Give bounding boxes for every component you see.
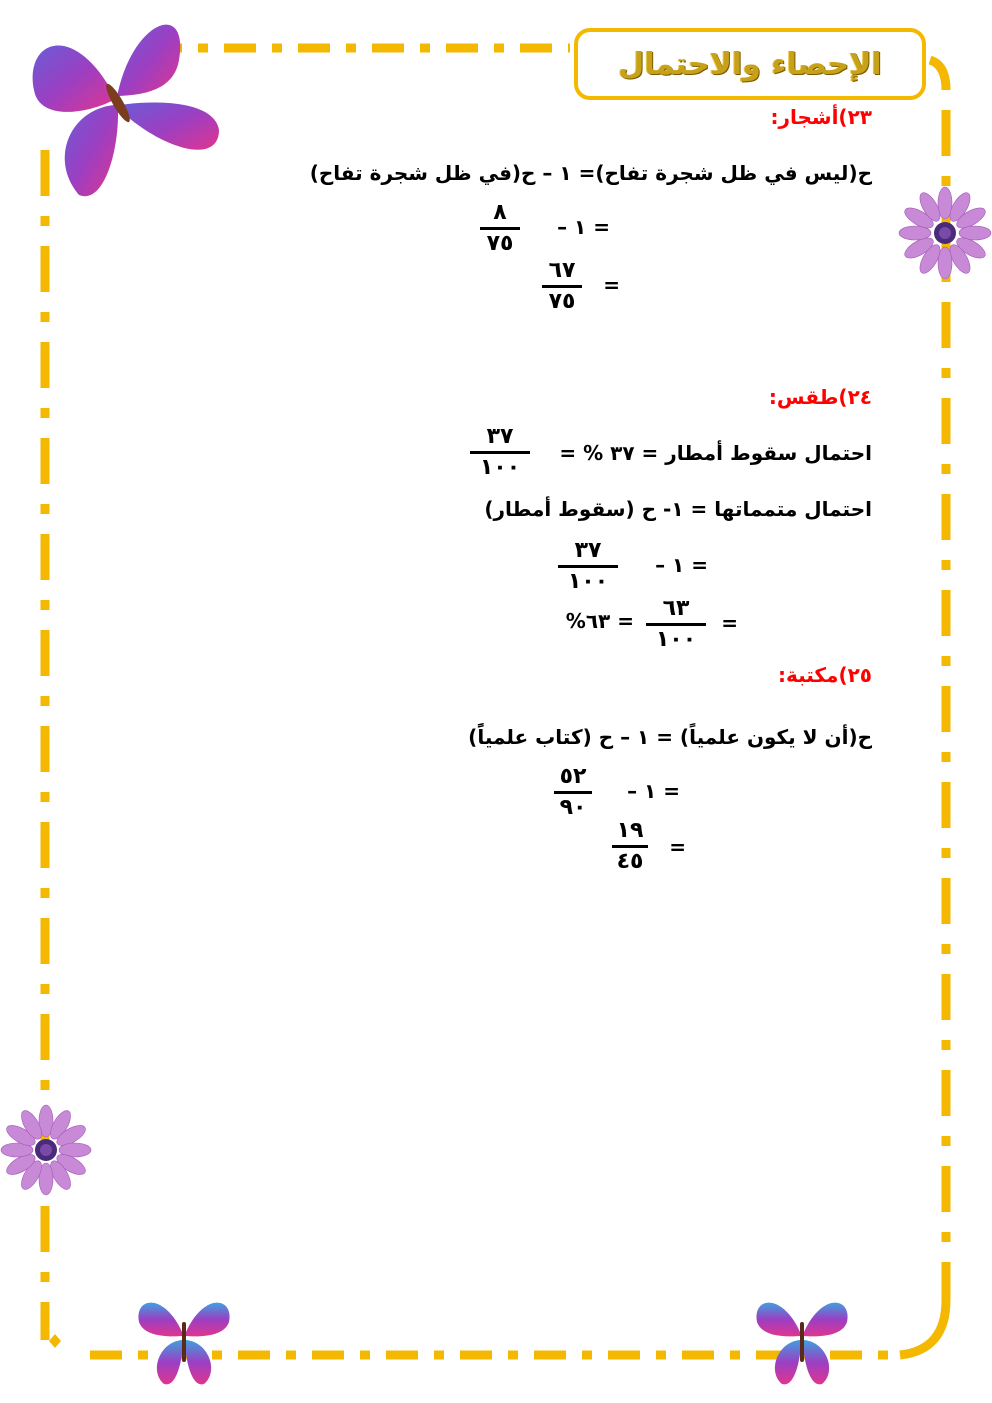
problem-23-fraction-2 xyxy=(542,258,582,315)
problem-25-fraction-1 xyxy=(554,764,592,821)
fraction-bar xyxy=(554,791,592,794)
fraction-bar xyxy=(470,451,530,454)
fraction-numerator: ٦٧ xyxy=(548,258,576,283)
problem-25-step2: = xyxy=(669,835,686,859)
fraction-denominator: ٩٠ xyxy=(559,795,587,820)
page-title: الإحصاء والاحتمال xyxy=(618,46,882,82)
problem-23-heading: ٢٣)أشجار: xyxy=(770,105,872,129)
fraction-denominator: ٧٥ xyxy=(486,231,514,256)
problem-25-step1: = ١ – xyxy=(627,779,680,803)
title-box xyxy=(574,28,926,100)
fraction-bar xyxy=(612,845,648,848)
fraction-denominator: ٧٥ xyxy=(548,289,576,314)
problem-24-fraction-1 xyxy=(470,424,530,481)
fraction-denominator: ١٠٠ xyxy=(655,627,697,652)
problem-24-fraction-3 xyxy=(646,596,706,653)
fraction-numerator: ٣٧ xyxy=(574,538,602,563)
fraction-denominator: ١٠٠ xyxy=(479,455,521,480)
problem-23-step1: = ١ – xyxy=(557,215,610,239)
problem-25-line: ح(أن لا يكون علمياً) = ١ – ح (كتاب علمياًً) xyxy=(468,725,872,749)
fraction-bar xyxy=(542,285,582,288)
problem-25-fraction-2 xyxy=(612,818,648,875)
flower-icon xyxy=(0,1104,92,1196)
fraction-bar xyxy=(558,565,618,568)
problem-23-step2: = xyxy=(603,273,620,297)
problem-24-fraction-2 xyxy=(558,538,618,595)
problem-24-heading: ٢٤)طقس: xyxy=(768,385,872,409)
fraction-bar xyxy=(646,623,706,626)
fraction-bar xyxy=(480,227,520,230)
problem-24-result: = ٦٣% xyxy=(565,609,634,633)
problem-23-line: ح(ليس في ظل شجرة تفاح)= ١ – ح(في ظل شجرة تفاح) xyxy=(309,161,872,185)
problem-24-line: احتمال سقوط أمطار = ٣٧ % = xyxy=(559,441,872,465)
flower-icon xyxy=(898,186,992,280)
fraction-numerator: ٣٧ xyxy=(486,424,514,449)
fraction-numerator: ٦٣ xyxy=(662,596,690,621)
fraction-numerator: ٥٢ xyxy=(559,764,587,789)
fraction-numerator: ٨ xyxy=(493,200,507,225)
problem-23-fraction-1 xyxy=(480,200,520,257)
problem-24-step1: = ١ – xyxy=(655,553,708,577)
butterfly-icon xyxy=(134,1292,234,1388)
fraction-denominator: ٤٥ xyxy=(616,849,644,874)
problem-25-heading: ٢٥)مكتبة: xyxy=(777,663,872,687)
problem-24-line-2: احتمال متمماتها = ١- ح (سقوط أمطار) xyxy=(484,497,872,521)
problem-24-step2: = xyxy=(721,611,738,635)
butterfly-icon xyxy=(752,1292,852,1388)
butterfly-icon xyxy=(14,0,224,210)
fraction-numerator: ١٩ xyxy=(616,818,644,843)
fraction-denominator: ١٠٠ xyxy=(567,569,609,594)
